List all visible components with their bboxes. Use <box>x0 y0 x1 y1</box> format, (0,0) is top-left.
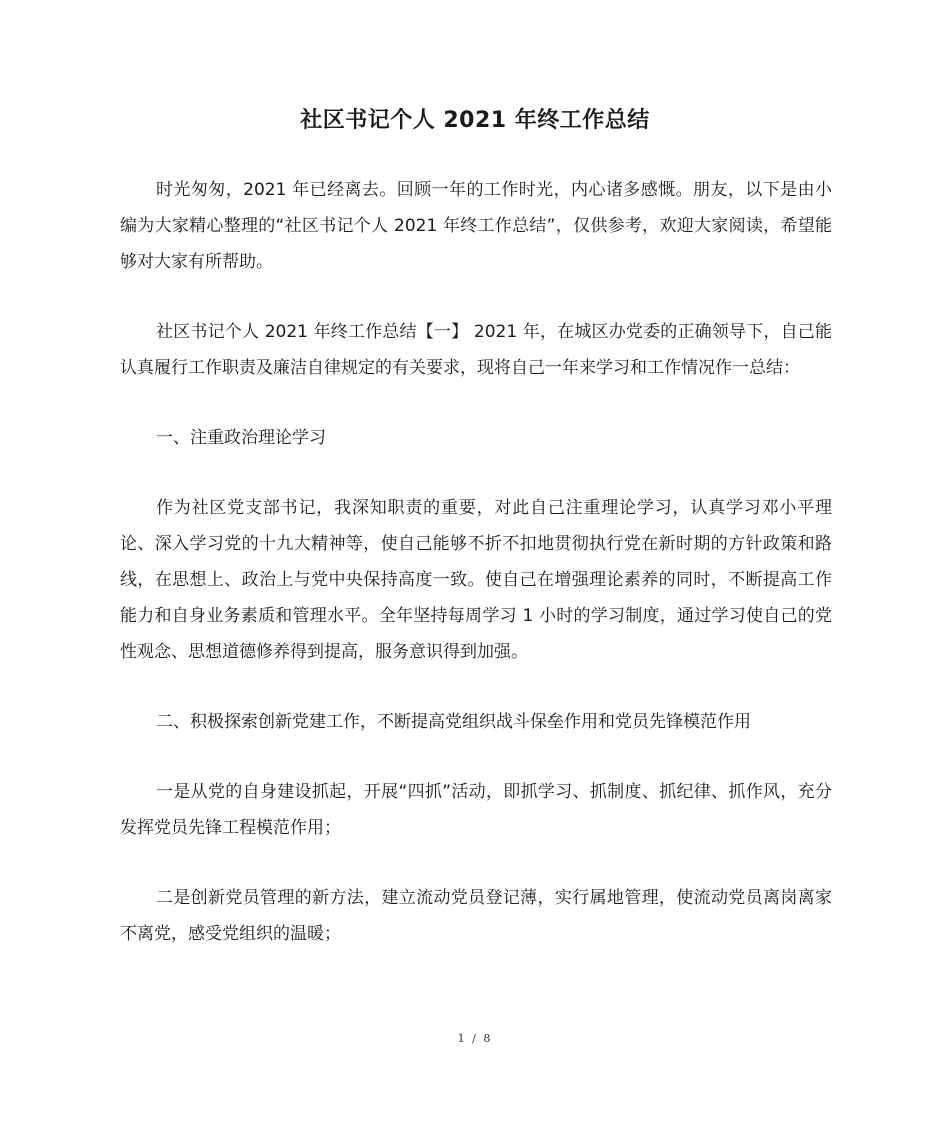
summary-one-paragraph: 社区书记个人 2021 年终工作总结【一】 2021 年，在城区办党委的正确领导下，自己能认真履行工作职责及廉洁自律规定的有关要求，现将自己一年来学习和工作情况作一总结： <box>120 322 832 378</box>
page-number: 1 / 8 <box>457 1032 493 1045</box>
party-building-item-one: 一是从党的自身建设抓起，开展“四抓”活动，即抓学习、抓制度、抓纪律、抓作风，充分发挥党员先锋工程模范作用； <box>120 782 832 838</box>
section-heading-two: 二、积极探索创新党建工作，不断提高党组织战斗保垒作用和党员先锋模范作用 <box>156 712 751 732</box>
document-body <box>120 172 832 986</box>
section-heading-one: 一、注重政治理论学习 <box>156 428 326 448</box>
document-title: 社区书记个人 2021 年终工作总结 <box>300 107 650 133</box>
intro-paragraph: 时光匆匆，2021 年已经离去。回顾一年的工作时光，内心诸多感慨。朋友，以下是由小编为大家精心整理的“社区书记个人 2021 年终工作总结”，仅供参考，欢迎大家阅读，希望能够对大家有所帮助。 <box>120 180 832 272</box>
party-building-item-two: 二是创新党员管理的新方法，建立流动党员登记薄，实行属地管理，使流动党员离岗离家不离党，感受党组织的温暖； <box>120 888 832 944</box>
theory-study-paragraph: 作为社区党支部书记，我深知职责的重要，对此自己注重理论学习，认真学习邓小平理论、深入学习党的十九大精神等，使自己能够不折不扣地贯彻执行党在新时期的方针政策和路线，在思想上、政治上与党中央保持高度一致。使自己在增强理论素养的同时，不断提高工作能力和自身业务素质和管理水平。全年坚持每周学习 1 小时的学习制度，通过学习使自己的党性观念、思想道德修养得到提高，服务意识得到加强。 <box>120 498 832 662</box>
